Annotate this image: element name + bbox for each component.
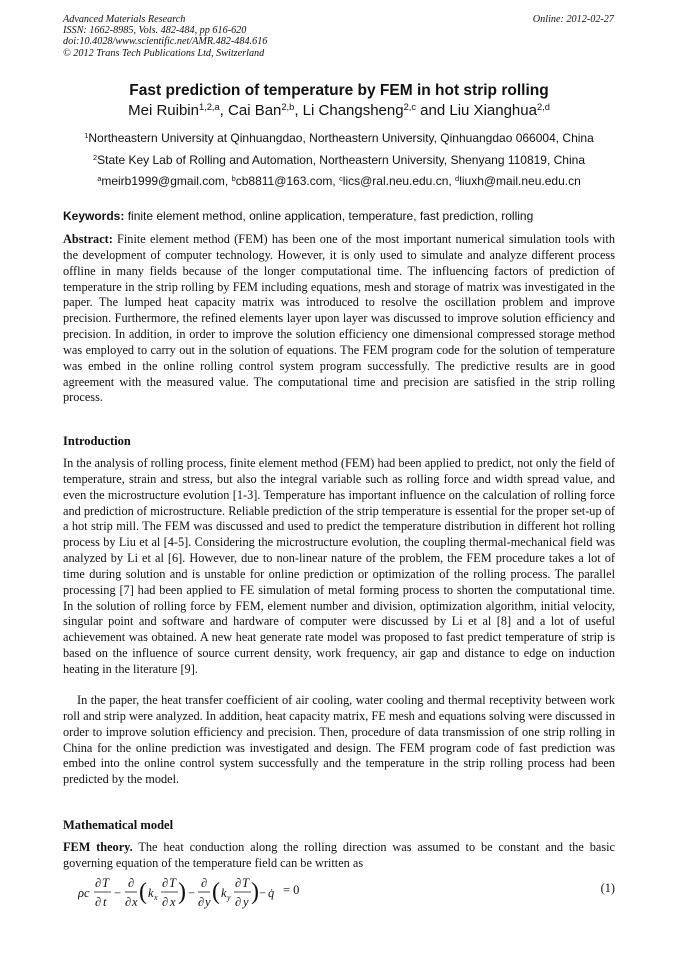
paper-title: Fast prediction of temperature by FEM in hot strip rolling [129,82,549,99]
doi-line: doi:10.4028/www.scientific.net/AMR.482-484.616 [63,36,268,48]
email-line [0,174,678,188]
eq-var: t [103,895,107,909]
eq-partial: ∂ [95,876,102,890]
equation-number: (1) [600,881,615,895]
eq-partial: ∂ [198,895,205,909]
email-link[interactable]: cb8811@163.com, [235,174,340,188]
copyright-line: © 2012 Trans Tech Publications Ltd, Switzerland [63,47,265,59]
affiliation-sup: 2 [93,152,98,162]
eq-paren: ) [251,879,259,905]
eq-var: y [243,895,249,909]
online-date: Online: 2012-02-27 [532,14,614,25]
model-heading: Mathematical model [63,818,174,832]
email-link[interactable]: lics@ral.neu.edu.cn, [342,174,456,188]
author-sep: , [294,102,303,119]
introduction-heading: Introduction [63,434,131,448]
eq-heat-source: q̇ [268,886,275,900]
author-sup: 1,2,a [198,101,220,112]
keywords-text: finite element method, online application, temperature, fast prediction, rolling [124,209,534,223]
author-sup: 2,c [403,101,416,112]
abstract-text: Finite element method (FEM) has been one of the most important numerical simulation tools with the development of computer technology. However, it is only used to simulate and analyze different process offline in many fields because of the longer computational time. The influencing factors of prediction of temperature in the strip rolling by FEM including equations, mesh and storage of matrix was investigated in the paper. The lumped heat capacity matrix was introduced to resolve the oscillation problem and improve precision. Furthermore, the refined elements layer upon layer was discussed to improve solution efficiency and precision. In addition, in order to improve the solution efficiency one dimensional compressed storage method was employed to carry out in the solution of equations. The FEM program code for the solution of temperature was embed in the online rolling control system program successfully. The predictive results are in good agreement with the measured value. The computational time and precision are satisfied in the strip rolling process. [63,232,615,405]
eq-rho-c: ρc [78,886,90,900]
eq-partial: ∂ [235,895,242,909]
affiliation-2 [0,153,678,167]
email-sup: a [97,173,102,183]
author-name: Liu Xianghua [449,102,537,119]
eq-minus: − [114,886,122,900]
eq-partial: ∂ [162,895,169,909]
affiliation-text: State Key Lab of Rolling and Automation, Northeastern University, Shenyang 110819, China [97,153,585,167]
eq-partial: ∂ [95,895,102,909]
eq-coef: k [221,886,227,900]
eq-equals-zero: = 0 [283,883,300,897]
eq-var: T [102,876,109,890]
eq-var: x [170,895,176,909]
eq-coef-sub: y [227,893,231,902]
eq-partial: ∂ [201,876,208,890]
eq-paren: ( [139,879,147,905]
eq-partial: ∂ [235,876,242,890]
fem-theory-lead: FEM theory. [63,840,133,854]
eq-var: y [205,895,211,909]
author-sep: , [219,102,229,119]
abstract-label: Abstract: [63,232,113,246]
author-sup: 2,b [281,101,295,112]
eq-coef-sub: x [154,893,158,902]
governing-equation [78,875,278,911]
eq-coef: k [148,886,154,900]
introduction-paragraph-1: In the analysis of rolling process, finite element method (FEM) had been applied to predict, not only the field of temperature, strain and stress, but also the integral variable such as rolling force and width spread value, and even the microstructure evolution [1-3]. Temperature has important influence on the calculation of rolling force and prediction of microstructure. Reliable prediction of the strip temperature is essential for the proper set-up of a hot strip mill. The FEM was discussed and used to predict the temperature distribution in different hot rolling process by Liu et al [4-5]. Considering the microstructure evolution, the coupling thermal-mechanical field was analyzed by Li et al [6]. However, due to non-linear nature of the problem, the FEM procedure takes a lot of time during solution and is unstable for online prediction or optimization of the rolling process. The parallel processing [7] had been applied to FE simulation of metal forming process to shorten the computational time. In the solution of rolling force by FEM, element number and division, optimization algorithm, initial velocity, singular point and software and hardware of computer were discussed by Li et al [8] and a lot of useful achievement was obtained. A new heat generate rate model was proposed to fast predict temperature of strip is based on the influence of source current density, work frequency, air gap and distance to edge on induction heating in the literature [9]. [63,456,615,676]
affiliation-1 [0,131,678,145]
abstract-paragraph [63,232,615,406]
author-list [0,102,678,119]
eq-var: x [132,895,138,909]
keywords-line [63,209,615,223]
email-link[interactable]: meirb1999@gmail.com, [101,174,232,188]
journal-name: Advanced Materials Research [63,14,186,25]
header-meta [63,14,267,59]
eq-var: T [169,876,176,890]
eq-var: T [242,876,249,890]
eq-partial: ∂ [128,876,135,890]
email-sup: c [339,173,343,183]
eq-paren: ) [178,879,186,905]
affiliation-sup: 1 [84,130,89,140]
email-sup: b [231,173,236,183]
eq-minus: − [188,886,196,900]
author-name: Mei Ruibin [128,102,199,119]
fem-theory-paragraph [63,840,615,872]
issn-line: ISSN: 1662-8985, Vols. 482-484, pp 616-620 [63,25,247,37]
eq-partial: ∂ [162,876,169,890]
fem-theory-text: The heat conduction along the rolling direction was assumed to be constant and the basic governing equation of the temperature field can be written as [63,840,615,870]
author-name: Cai Ban [228,102,282,119]
eq-partial: ∂ [125,895,132,909]
eq-minus: − [259,886,267,900]
eq-paren: ( [212,879,220,905]
author-sep: and [416,102,450,119]
author-name: Li Changsheng [302,102,404,119]
keywords-label: Keywords: [63,209,125,223]
email-link[interactable]: liuxh@mail.neu.edu.cn [459,174,581,188]
email-sup: d [455,173,460,183]
affiliation-text: Northeastern University at Qinhuangdao, Northeastern University, Qinhuangdao 066004, China [88,131,594,145]
introduction-paragraph-2: In the paper, the heat transfer coefficient of air cooling, water cooling and thermal receptivity between work roll and strip were analyzed. In addition, heat capacity matrix, FE mesh and equations solving were discussed in order to improve solution efficiency and precision. Then, procedure of data transmission of one strip rolling in China for the online prediction was investigated and design. The FEM program code of fast prediction was embed into the online control system successfully and the temperature in the strip rolling process had been predicted by the model. [63,693,615,787]
author-sup: 2,d [536,101,550,112]
